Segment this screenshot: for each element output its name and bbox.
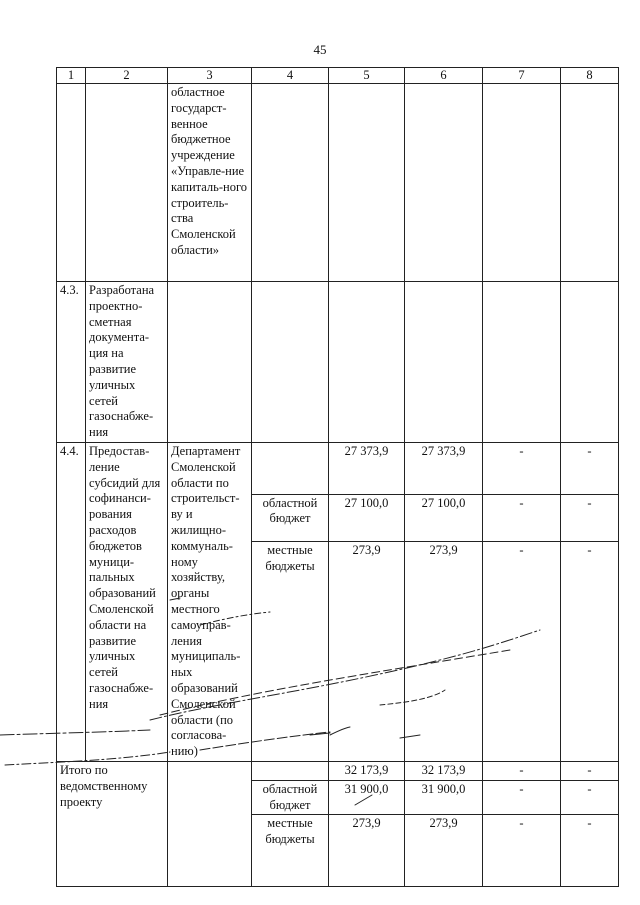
- col-header-1: 1: [57, 68, 86, 84]
- value-cell: -: [561, 494, 619, 541]
- value-cell: 273,9: [405, 541, 483, 761]
- value-cell: -: [561, 780, 619, 815]
- value-cell: 273,9: [329, 541, 405, 761]
- value-cell: -: [561, 442, 619, 494]
- table-row: [57, 442, 619, 494]
- col-header-8: 8: [561, 68, 619, 84]
- value-cell: -: [561, 761, 619, 780]
- col-header-3: 3: [168, 68, 252, 84]
- source-cell: областной бюджет: [252, 780, 329, 815]
- row-number: 4.4.: [57, 442, 86, 761]
- col-header-5: 5: [329, 68, 405, 84]
- value-cell: 32 173,9: [329, 761, 405, 780]
- value-cell: -: [483, 761, 561, 780]
- value-cell: 27 100,0: [329, 494, 405, 541]
- value-cell: -: [483, 442, 561, 494]
- source-cell: [252, 761, 329, 780]
- value-cell: 27 100,0: [405, 494, 483, 541]
- source-cell: местные бюджеты: [252, 815, 329, 887]
- value-cell: 31 900,0: [405, 780, 483, 815]
- col-header-7: 7: [483, 68, 561, 84]
- col-header-6: 6: [405, 68, 483, 84]
- col-header-4: 4: [252, 68, 329, 84]
- value-cell: -: [483, 815, 561, 887]
- value-cell: 273,9: [329, 815, 405, 887]
- value-cell: 31 900,0: [329, 780, 405, 815]
- value-cell: 273,9: [405, 815, 483, 887]
- source-cell: местные бюджеты: [252, 541, 329, 761]
- total-row: [57, 761, 619, 780]
- activity-cell: Разработана проектно-сметная документа-ция на развитие уличных сетей газоснабже-ния: [86, 282, 168, 443]
- table-row: [57, 84, 619, 282]
- activity-cell: Предостав-ление субсидий для софинанси-рования расходов бюджетов муници-пальных образований Смоленской области на развитие уличных сетей газоснабже-ния: [86, 442, 168, 761]
- executor-cell: Департамент Смоленской области по строительст-ву и жилищно-коммуналь-ному хозяйству, органы местного самоуправ-ления муниципаль-ных образований Смоленской области (по согласова-нию): [168, 442, 252, 761]
- value-cell: -: [561, 541, 619, 761]
- table-row: [57, 282, 619, 443]
- budget-table: [56, 67, 619, 887]
- value-cell: 27 373,9: [329, 442, 405, 494]
- row-number: 4.3.: [57, 282, 86, 443]
- col-header-2: 2: [86, 68, 168, 84]
- source-cell: [252, 442, 329, 494]
- value-cell: 27 373,9: [405, 442, 483, 494]
- total-label: Итого по ведомственному проекту: [57, 761, 168, 886]
- header-row: [57, 68, 619, 84]
- executor-cell: областное государст-венное бюджетное учреждение «Управле-ние капиталь-ного строитель-ства Смоленской области»: [168, 84, 252, 282]
- value-cell: 32 173,9: [405, 761, 483, 780]
- value-cell: -: [483, 494, 561, 541]
- value-cell: -: [483, 780, 561, 815]
- source-cell: областной бюджет: [252, 494, 329, 541]
- value-cell: -: [561, 815, 619, 887]
- page-number: 45: [313, 42, 327, 57]
- value-cell: -: [483, 541, 561, 761]
